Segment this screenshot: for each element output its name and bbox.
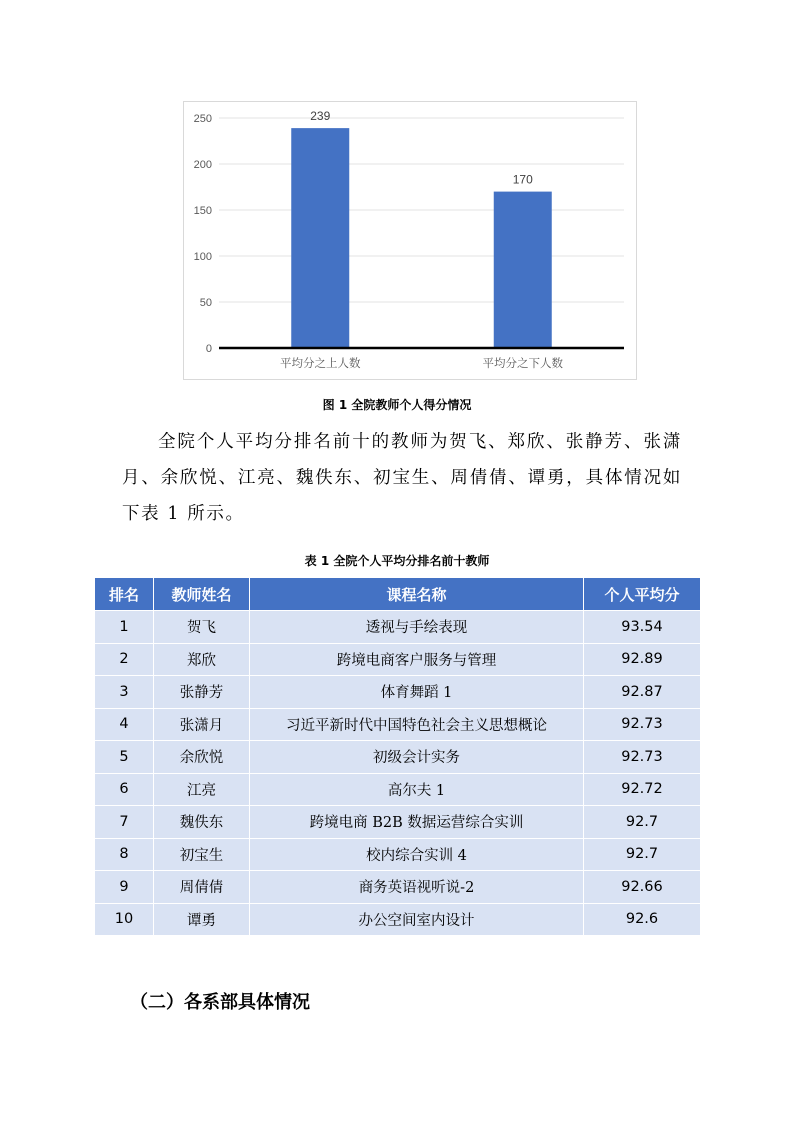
- header-teacher: 教师姓名: [154, 578, 250, 611]
- teacher-name-cell: 张潇月: [154, 708, 250, 741]
- teacher-name-cell: 张静芳: [154, 676, 250, 709]
- teacher-name-cell: 魏佚东: [154, 806, 250, 839]
- teacher-name-cell: 贺飞: [154, 611, 250, 644]
- course-name-cell: 高尔夫 1: [250, 773, 584, 806]
- rank-cell: 1: [95, 611, 154, 644]
- bar-chart: [183, 101, 637, 380]
- course-name-cell: 跨境电商客户服务与管理: [250, 643, 584, 676]
- course-name-cell: 商务英语视听说-2: [250, 871, 584, 904]
- course-name-cell: 校内综合实训 4: [250, 838, 584, 871]
- score-cell: 92.7: [584, 838, 701, 871]
- rank-cell: 6: [95, 773, 154, 806]
- table-row: [95, 643, 701, 676]
- y-tick-label: 100: [193, 251, 212, 263]
- table-header-row: [95, 578, 701, 611]
- section-heading: （二）各系部具体情况: [130, 992, 310, 1013]
- y-tick-label: 150: [193, 205, 212, 217]
- table-row: [95, 806, 701, 839]
- y-tick-label: 0: [205, 343, 212, 355]
- score-cell: 92.6: [584, 903, 701, 936]
- table-caption: 表 1 全院个人平均分排名前十教师: [304, 554, 490, 568]
- bar-data-label: 239: [310, 109, 331, 124]
- chart-svg: [184, 102, 638, 381]
- header-score: 个人平均分: [584, 578, 701, 611]
- bar: [291, 128, 349, 348]
- y-tick-label: 250: [193, 113, 212, 125]
- score-cell: 92.89: [584, 643, 701, 676]
- table-row: [95, 838, 701, 871]
- rank-cell: 2: [95, 643, 154, 676]
- rank-cell: 8: [95, 838, 154, 871]
- rank-cell: 7: [95, 806, 154, 839]
- bar-data-label: 170: [512, 172, 533, 187]
- score-cell: 92.73: [584, 741, 701, 774]
- score-cell: 93.54: [584, 611, 701, 644]
- rank-cell: 10: [95, 903, 154, 936]
- table-row: [95, 708, 701, 741]
- teacher-name-cell: 余欣悦: [154, 741, 250, 774]
- ranking-table: [94, 577, 701, 936]
- table-row: [95, 676, 701, 709]
- table-row: [95, 611, 701, 644]
- table-row: [95, 773, 701, 806]
- bar: [494, 192, 552, 348]
- score-cell: 92.73: [584, 708, 701, 741]
- header-rank: 排名: [95, 578, 154, 611]
- header-course: 课程名称: [250, 578, 584, 611]
- y-tick-label: 200: [193, 159, 212, 171]
- rank-cell: 5: [95, 741, 154, 774]
- course-name-cell: 跨境电商 B2B 数据运营综合实训: [250, 806, 584, 839]
- course-name-cell: 体育舞蹈 1: [250, 676, 584, 709]
- teacher-name-cell: 郑欣: [154, 643, 250, 676]
- score-cell: 92.66: [584, 871, 701, 904]
- teacher-name-cell: 江亮: [154, 773, 250, 806]
- course-name-cell: 初级会计实务: [250, 741, 584, 774]
- rank-cell: 9: [95, 871, 154, 904]
- y-tick-label: 50: [199, 297, 212, 309]
- score-cell: 92.7: [584, 806, 701, 839]
- x-category-label: 平均分之下人数: [482, 356, 563, 370]
- score-cell: 92.87: [584, 676, 701, 709]
- teacher-name-cell: 初宝生: [154, 838, 250, 871]
- figure-caption: 图 1 全院教师个人得分情况: [322, 398, 472, 412]
- body-paragraph: 全院个人平均分排名前十的教师为贺飞、郑欣、张静芳、张潇月、余欣悦、江亮、魏佚东、初宝生、周倩倩、谭勇，具体情况如下表 1 所示。: [122, 432, 682, 524]
- x-category-label: 平均分之上人数: [280, 356, 361, 370]
- table-row: [95, 741, 701, 774]
- course-name-cell: 习近平新时代中国特色社会主义思想概论: [250, 708, 584, 741]
- course-name-cell: 透视与手绘表现: [250, 611, 584, 644]
- rank-cell: 4: [95, 708, 154, 741]
- teacher-name-cell: 谭勇: [154, 903, 250, 936]
- score-cell: 92.72: [584, 773, 701, 806]
- teacher-name-cell: 周倩倩: [154, 871, 250, 904]
- table-row: [95, 871, 701, 904]
- course-name-cell: 办公空间室内设计: [250, 903, 584, 936]
- rank-cell: 3: [95, 676, 154, 709]
- table-row: [95, 903, 701, 936]
